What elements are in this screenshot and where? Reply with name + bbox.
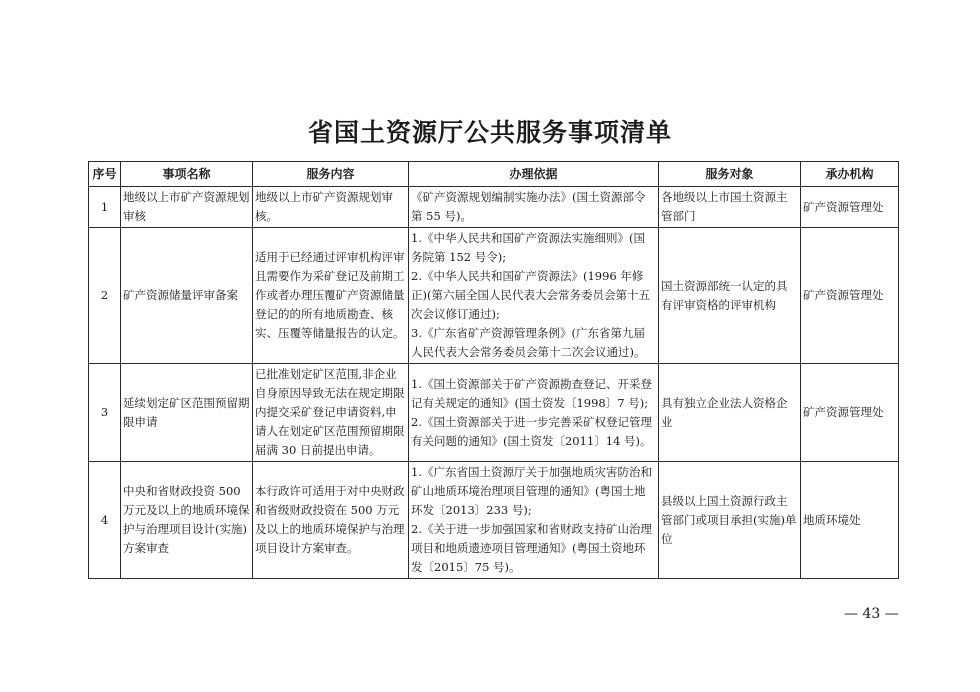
basis-item: 3.《广东省矿产资源管理条例》(广东省第九届人民代表大会常务委员会第十二次会议通过)。 (411, 326, 646, 359)
table-row (89, 462, 899, 579)
agency: 矿产资源管理处 (801, 187, 899, 228)
service-target: 各地级以上市国土资源主管部门 (659, 187, 801, 228)
item-name: 中央和省财政投资 500 万元及以上的地质环境保护与治理项目设计(实施)方案审查 (121, 462, 253, 579)
legal-basis (409, 364, 659, 462)
header-content: 服务内容 (253, 162, 409, 187)
row-index: 4 (89, 462, 121, 579)
service-target: 国土资源部统一认定的具有评审资格的评审机构 (659, 228, 801, 364)
item-name: 地级以上市矿产资源规划审核 (121, 187, 253, 228)
header-index: 序号 (89, 162, 121, 187)
row-index: 1 (89, 187, 121, 228)
header-name: 事项名称 (121, 162, 253, 187)
service-content: 地级以上市矿产资源规划审核。 (253, 187, 409, 228)
row-index: 3 (89, 364, 121, 462)
basis-item: 1.《国土资源部关于矿产资源勘查登记、开采登记有关规定的通知》(国土资发〔1998〕7 号); (411, 376, 652, 410)
table-row (89, 187, 899, 228)
header-target: 服务对象 (659, 162, 801, 187)
basis-item: 2.《关于进一步加强国家和省财政支持矿山治理项目和地质遗迹项目管理通知》(粤国土资地环发〔2015〕75 号)。 (411, 522, 652, 574)
basis-item: 《矿产资源规划编制实施办法》(国土资源部令第 55 号)。 (411, 190, 646, 223)
service-content: 适用于已经通过评审机构评审且需要作为采矿登记及前期工作或者办理压覆矿产资源储量登记的的所有地质勘查、核实、压覆等储量报告的认定。 (253, 228, 409, 364)
header-agency: 承办机构 (801, 162, 899, 187)
legal-basis (409, 228, 659, 364)
item-name: 延续划定矿区范围预留期限申请 (121, 364, 253, 462)
legal-basis (409, 462, 659, 579)
page-title: 省国土资源厅公共服务事项清单 (307, 118, 672, 147)
table-header-row (89, 162, 899, 187)
table-row (89, 228, 899, 364)
page-number: — 43 — (844, 606, 899, 622)
basis-item: 2.《国土资源部关于进一步完善采矿权登记管理有关问题的通知》(国土资发〔2011〕14 号)。 (411, 414, 652, 448)
service-target: 县级以上国土资源行政主管部门或项目承担(实施)单位 (659, 462, 801, 579)
service-content: 已批准划定矿区范围,非企业自身原因导致无法在规定期限内提交采矿登记申请资料,申请人在划定矿区范围预留期限届满 30 日前提出申请。 (253, 364, 409, 462)
agency: 矿产资源管理处 (801, 228, 899, 364)
item-name: 矿产资源储量评审备案 (121, 228, 253, 364)
service-items-table (88, 161, 899, 579)
basis-item: 1.《中华人民共和国矿产资源法实施细则》(国务院第 152 号令); (411, 231, 645, 264)
service-target: 具有独立企业法人资格企业 (659, 364, 801, 462)
header-basis: 办理依据 (409, 162, 659, 187)
agency: 地质环境处 (801, 462, 899, 579)
basis-item: 2.《中华人民共和国矿产资源法》(1996 年修正)(第六届全国人民代表大会常务委员会第十五次会议修订通过); (411, 269, 650, 321)
row-index: 2 (89, 228, 121, 364)
table-row (89, 364, 899, 462)
agency: 矿产资源管理处 (801, 364, 899, 462)
legal-basis (409, 187, 659, 228)
basis-item: 1.《广东省国土资源厅关于加强地质灾害防治和矿山地质环境治理项目管理的通知》(粤国土地环发〔2013〕233 号); (411, 465, 652, 517)
service-content: 本行政许可适用于对中央财政和省级财政投资在 500 万元及以上的地质环境保护与治理项目设计方案审查。 (253, 462, 409, 579)
